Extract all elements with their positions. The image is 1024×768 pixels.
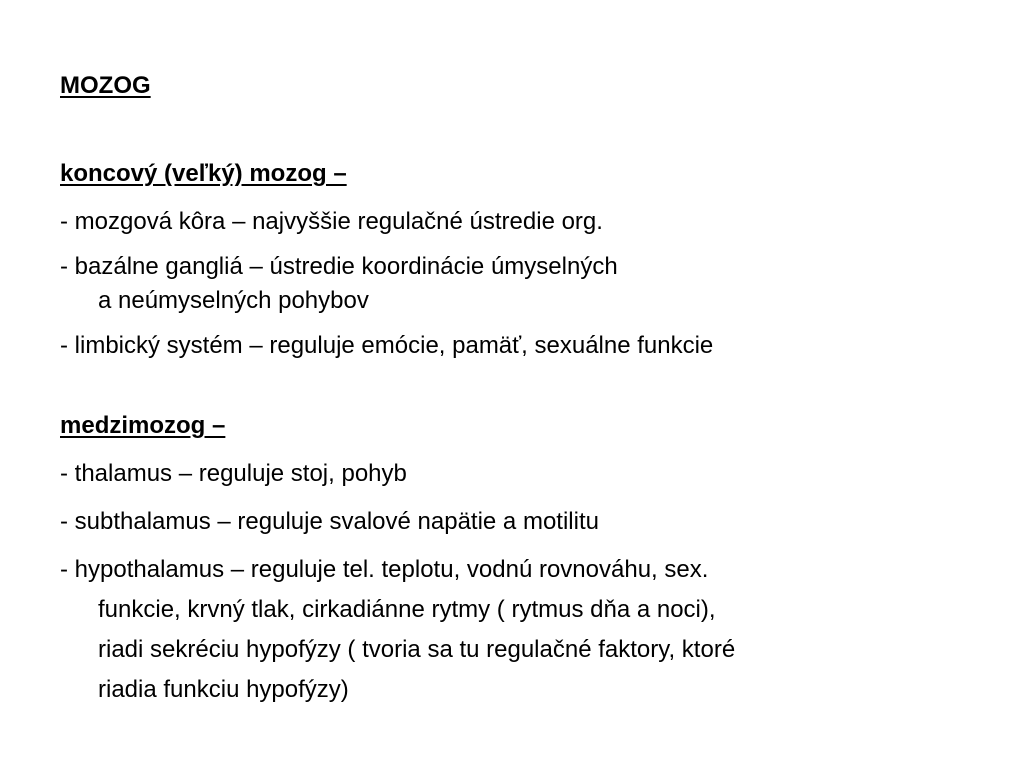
item-text: - bazálne gangliá – ústredie koordinácie úmyselných	[60, 253, 618, 280]
section-medzimozog	[60, 406, 984, 710]
item-continuation: riadia funkciu hypofýzy)	[98, 676, 349, 703]
list-item	[60, 326, 984, 366]
list-item	[60, 550, 984, 710]
item-text: - subthalamus – reguluje svalové napätie a motilitu	[60, 508, 599, 535]
item-text: - thalamus – reguluje stoj, pohyb	[60, 460, 407, 487]
list-item	[60, 250, 984, 318]
item-text: - mozgová kôra – najvyššie regulačné ústredie org.	[60, 208, 603, 235]
item-continuation: a neúmyselných pohybov	[98, 287, 369, 314]
list-item	[60, 502, 984, 542]
section-koncovy-mozog	[60, 154, 984, 366]
list-item	[60, 454, 984, 494]
item-continuation: funkcie, krvný tlak, cirkadiánne rytmy ( rytmus dňa a noci),	[98, 596, 716, 623]
slide-title: MOZOG	[60, 72, 151, 99]
item-text: - hypothalamus – reguluje tel. teplotu, vodnú rovnováhu, sex.	[60, 556, 709, 583]
item-text: - limbický systém – reguluje emócie, pamäť, sexuálne funkcie	[60, 332, 714, 359]
item-continuation: riadi sekréciu hypofýzy ( tvoria sa tu regulačné faktory, ktoré	[98, 636, 736, 663]
list-item	[60, 202, 984, 242]
section-heading: koncový (veľký) mozog –	[60, 160, 347, 187]
section-heading: medzimozog –	[60, 412, 226, 439]
